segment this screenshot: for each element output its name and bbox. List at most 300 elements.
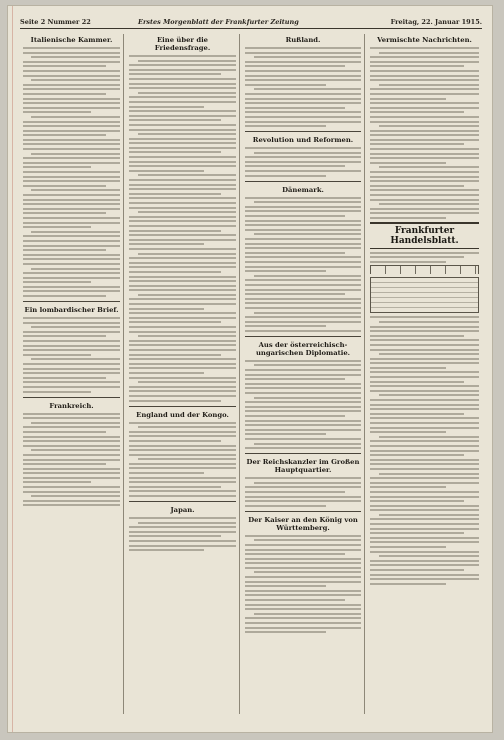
text-line [129, 395, 236, 397]
text-line [254, 312, 361, 314]
text-line [370, 121, 479, 123]
text-line [245, 121, 361, 123]
text-line [370, 546, 446, 548]
section-title: Frankfurter Handelsblatt. [370, 222, 479, 249]
text-line [370, 162, 446, 164]
text-line [129, 55, 236, 57]
text-line [370, 528, 479, 530]
text-line [245, 433, 326, 435]
text-line [254, 275, 361, 277]
text-line [23, 171, 120, 173]
text-line [245, 147, 361, 149]
text-line [129, 400, 221, 402]
text-line [23, 454, 120, 456]
masthead: Erstes Morgenblatt der Frankfurter Zeitung [138, 18, 299, 26]
text-line [23, 340, 120, 342]
text-line [245, 631, 326, 633]
text-line [370, 551, 479, 553]
text-line [370, 404, 479, 406]
text-line [245, 562, 361, 564]
text-line [245, 210, 361, 212]
text-line [129, 486, 221, 488]
text-line [129, 280, 236, 282]
text-line [245, 161, 361, 163]
text-line [31, 56, 120, 58]
text-line [379, 166, 479, 168]
text-line [31, 79, 120, 81]
text-line [23, 217, 120, 219]
text-line [138, 174, 236, 176]
text-line [370, 116, 479, 118]
text-line [23, 180, 120, 182]
text-line [23, 463, 106, 465]
text-line [138, 458, 236, 460]
text-line [379, 203, 479, 205]
text-line [370, 505, 479, 507]
text-line [245, 378, 345, 380]
text-line [370, 148, 479, 150]
text-line [23, 436, 120, 438]
table-header [370, 265, 479, 274]
text-line [245, 535, 361, 537]
text-line [129, 535, 221, 537]
text-line [129, 230, 221, 232]
text-line [129, 308, 204, 310]
text-line [129, 377, 236, 379]
article-heading: Frankreich. [49, 401, 94, 410]
text-line [370, 390, 479, 392]
text-line [245, 438, 361, 440]
text-line [370, 194, 479, 196]
text-line [31, 268, 120, 270]
text-line [129, 517, 236, 519]
text-line [138, 381, 236, 383]
text-line [245, 558, 361, 560]
text-line [129, 481, 236, 483]
text-line [23, 194, 120, 196]
text-line [129, 73, 221, 75]
text-line [138, 92, 236, 94]
text-line [245, 243, 361, 245]
text-line [23, 386, 120, 388]
text-line [245, 65, 345, 67]
text-line [31, 358, 120, 360]
text-line [370, 143, 464, 145]
text-line [23, 295, 106, 297]
column-1 [20, 34, 124, 714]
text-line [245, 622, 361, 624]
column-2 [126, 34, 240, 714]
text-line [370, 130, 479, 132]
text-line [23, 486, 120, 488]
text-line [370, 61, 479, 63]
text-line [23, 121, 120, 123]
article-heading: Der Kaiser an den König von Württemberg. [248, 515, 358, 532]
text-line [245, 293, 345, 295]
text-line [31, 116, 120, 118]
section-rule [129, 406, 236, 407]
text-line [379, 514, 479, 516]
text-line [129, 449, 236, 451]
text-line [129, 101, 236, 103]
text-line [23, 52, 120, 54]
text-line [129, 526, 236, 528]
text-line [379, 394, 479, 396]
text-line [129, 467, 236, 469]
text-line [23, 286, 120, 288]
text-line [370, 56, 479, 58]
text-line [254, 56, 361, 58]
text-line [129, 239, 236, 241]
text-line [370, 65, 464, 67]
text-line [370, 171, 479, 173]
text-line [370, 578, 479, 580]
text-line [245, 383, 361, 385]
text-line [23, 166, 91, 168]
text-line [370, 157, 479, 159]
text-line [245, 420, 361, 422]
text-line [129, 124, 236, 126]
text-line [23, 162, 120, 164]
text-line [129, 220, 236, 222]
text-line [245, 256, 361, 258]
text-line [379, 125, 479, 127]
text-line [245, 284, 361, 286]
text-line [129, 454, 236, 456]
text-line [129, 349, 236, 351]
text-line [245, 496, 361, 498]
text-line [245, 206, 361, 208]
text-line [245, 98, 361, 100]
text-line [370, 518, 479, 520]
text-line [23, 477, 120, 479]
text-line [129, 161, 236, 163]
text-line [129, 138, 236, 140]
text-line [370, 560, 479, 562]
text-line [129, 262, 236, 264]
text-line [23, 254, 120, 256]
text-line [370, 482, 479, 484]
text-line [254, 443, 361, 445]
text-line [245, 549, 361, 551]
text-line [129, 354, 221, 356]
text-line [245, 325, 326, 327]
text-line [138, 211, 236, 213]
text-line [370, 459, 479, 461]
text-line [129, 363, 236, 365]
text-line [129, 96, 236, 98]
text-line [23, 75, 120, 77]
text-line [245, 165, 345, 167]
text-line [245, 224, 361, 226]
text-line [245, 415, 345, 417]
text-line [129, 495, 236, 497]
text-line [370, 509, 479, 511]
text-line [370, 176, 479, 178]
issue-date: Freitag, 22. Januar 1915. [390, 18, 482, 26]
text-line [129, 285, 236, 287]
text-line [245, 111, 361, 113]
text-line [370, 344, 479, 346]
text-line [23, 185, 106, 187]
text-line [129, 64, 236, 66]
text-line [245, 387, 361, 389]
text-line [370, 523, 479, 525]
text-line [129, 115, 236, 117]
text-line [23, 504, 120, 506]
text-line [245, 360, 361, 362]
text-line [129, 225, 236, 227]
text-line [23, 98, 120, 100]
text-line [245, 116, 361, 118]
text-line [370, 486, 446, 488]
text-line [245, 567, 361, 569]
text-line [129, 257, 236, 259]
text-line [129, 266, 236, 268]
text-line [370, 139, 479, 141]
text-line [245, 486, 361, 488]
text-line [129, 106, 204, 108]
text-line [129, 422, 236, 424]
text-line [31, 449, 120, 451]
text-line [254, 201, 361, 203]
text-line [138, 426, 236, 428]
section-rule [245, 511, 361, 512]
text-line [245, 175, 326, 177]
text-line [245, 576, 361, 578]
text-line [129, 289, 236, 291]
text-line [129, 276, 236, 278]
text-line [138, 522, 236, 524]
text-line [129, 390, 236, 392]
article-heading: Dänemark. [282, 185, 324, 194]
text-line [129, 445, 236, 447]
text-line [23, 277, 120, 279]
text-line [370, 532, 464, 534]
text-line [23, 199, 120, 201]
text-line [129, 188, 236, 190]
text-line [23, 143, 120, 145]
text-line [31, 422, 120, 424]
text-line [245, 70, 361, 72]
column-3 [242, 34, 365, 714]
text-line [370, 316, 479, 318]
section-rule [23, 301, 120, 302]
section-rule [129, 501, 236, 502]
text-line [245, 229, 361, 231]
text-line [129, 207, 236, 209]
text-line [370, 541, 479, 543]
text-line [245, 220, 361, 222]
text-line [245, 581, 361, 583]
text-line [23, 377, 106, 379]
text-line [254, 613, 361, 615]
text-line [23, 47, 120, 49]
text-line [370, 477, 479, 479]
article-heading: Vermischte Nachrichten. [377, 36, 472, 44]
text-line [31, 495, 120, 497]
text-line [370, 256, 464, 258]
text-line [129, 197, 236, 199]
text-line [245, 594, 361, 596]
text-line [370, 500, 464, 502]
text-line [129, 78, 236, 80]
text-line [129, 344, 236, 346]
text-line [23, 84, 120, 86]
text-line [245, 627, 361, 629]
text-line [129, 156, 236, 158]
text-line [129, 358, 236, 360]
text-line [245, 107, 345, 109]
text-line [370, 431, 446, 433]
text-line [129, 367, 236, 369]
text-line [138, 253, 236, 255]
text-line [370, 358, 479, 360]
text-line [245, 505, 326, 507]
text-line [23, 368, 120, 370]
text-line [370, 362, 479, 364]
text-line [245, 604, 361, 606]
text-line [370, 422, 479, 424]
text-line [23, 88, 120, 90]
text-line [370, 199, 479, 201]
text-line [129, 545, 236, 547]
text-line [370, 212, 479, 214]
text-line [129, 317, 236, 319]
text-line [129, 431, 236, 433]
text-line [138, 335, 236, 337]
text-line [129, 340, 236, 342]
text-line [245, 477, 361, 479]
article-heading: Italienische Kammer. [30, 36, 113, 44]
text-line [129, 490, 236, 492]
text-line [245, 279, 361, 281]
text-line [23, 222, 120, 224]
text-line [129, 531, 236, 533]
text-line [370, 208, 479, 210]
text-line [245, 553, 345, 555]
text-line [138, 60, 236, 62]
text-line [23, 472, 120, 474]
text-line [370, 252, 479, 254]
page-number: Seite 2 Nummer 22 [20, 18, 91, 26]
text-line [245, 289, 361, 291]
section-rule [245, 336, 361, 337]
text-line [245, 410, 361, 412]
text-line [129, 386, 236, 388]
text-line [129, 184, 236, 186]
text-line [129, 147, 236, 149]
text-line [245, 247, 361, 249]
text-line [138, 133, 236, 135]
text-line [23, 426, 120, 428]
text-line [379, 436, 479, 438]
text-line [370, 47, 479, 49]
text-line [370, 98, 446, 100]
text-line [245, 252, 345, 254]
text-line [370, 107, 479, 109]
section-rule [245, 453, 361, 454]
text-line [254, 571, 361, 573]
text-line [370, 574, 479, 576]
text-line [23, 317, 120, 319]
text-line [370, 440, 479, 442]
text-line [23, 148, 120, 150]
text-line [23, 111, 91, 113]
text-line [245, 156, 361, 158]
text-line [245, 491, 345, 493]
text-line [138, 294, 236, 296]
text-line [370, 349, 479, 351]
text-line [370, 537, 479, 539]
section-rule [245, 131, 361, 132]
text-line [245, 302, 361, 304]
text-line [23, 345, 120, 347]
text-line [23, 263, 120, 265]
page-header [20, 16, 482, 29]
text-line [245, 298, 361, 300]
text-line [129, 83, 236, 85]
text-line [370, 134, 479, 136]
text-line [31, 189, 120, 191]
text-line [245, 544, 361, 546]
text-line [245, 429, 361, 431]
text-line [23, 391, 91, 393]
text-line [23, 102, 120, 104]
text-line [129, 179, 236, 181]
text-line [23, 235, 120, 237]
text-line [23, 134, 106, 136]
text-line [129, 69, 236, 71]
text-line [23, 212, 106, 214]
text-line [370, 371, 479, 373]
text-line [370, 463, 479, 465]
text-line [23, 440, 120, 442]
text-line [245, 401, 361, 403]
text-line [23, 65, 106, 67]
text-line [370, 93, 479, 95]
text-line [23, 139, 120, 141]
text-line [370, 102, 479, 104]
text-line [370, 468, 479, 470]
text-line [23, 226, 91, 228]
text-line [23, 349, 120, 351]
text-line [129, 248, 236, 250]
margin-line [12, 6, 13, 732]
text-line [245, 447, 361, 449]
text-line [245, 52, 361, 54]
text-line [370, 261, 446, 263]
text-line [129, 477, 236, 479]
text-line [23, 417, 120, 419]
text-line [370, 491, 479, 493]
text-line [129, 303, 236, 305]
text-line [370, 385, 479, 387]
data-table [370, 277, 479, 313]
text-line [370, 75, 479, 77]
text-line [245, 170, 361, 172]
text-line [129, 193, 221, 195]
text-line [23, 70, 120, 72]
text-line [245, 369, 361, 371]
text-line [129, 243, 204, 245]
text-line [31, 153, 120, 155]
text-line [129, 234, 236, 236]
text-line [370, 189, 479, 191]
text-line [129, 372, 204, 374]
text-line [370, 367, 446, 369]
text-line [23, 413, 120, 415]
